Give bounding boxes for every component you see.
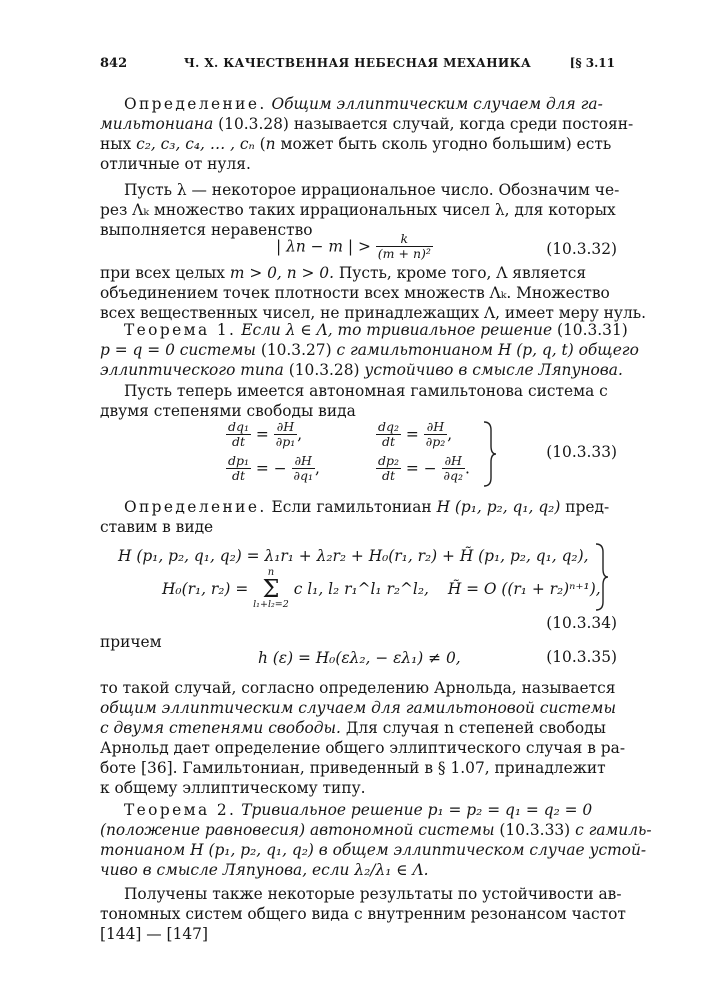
text-line: рез Λₖ множество таких иррациональных чисел λ, для которых xyxy=(100,201,616,219)
text-line: причем xyxy=(100,633,162,651)
equation-10-3-33-row-2: $\frac{\text{dp₁}}{dt}$ = − $\frac{\partial H}{\text{∂q₁}}$ , xyxy=(228,453,320,483)
text-line: чиво в смысле Ляпунова, если λ₂/λ₁ ∈ Λ. xyxy=(100,861,429,879)
text-line: Получены также некоторые результаты по устойчивости ав- xyxy=(124,885,622,903)
text-line: то такой случай, согласно определению Арнольда, называется xyxy=(100,679,616,697)
text-line: [144] — [147] xyxy=(100,925,208,943)
page-number: 842 xyxy=(100,56,128,71)
equation-number: (10.3.34) xyxy=(546,614,617,632)
running-header xyxy=(100,56,615,76)
text-line: тонианом H (p₁, p₂, q₁, q₂) в общем эллиптическом случае устой- xyxy=(100,841,647,859)
chapter-title: Ч. X. КАЧЕСТВЕННАЯ НЕБЕСНАЯ МЕХАНИКА xyxy=(183,56,532,70)
text-line: при всех целых m > 0, n > 0. Пусть, кроме того, Λ является xyxy=(100,264,587,282)
text-line: p = q = 0 системы (10.3.27) с гамильтонианом H (p, q, t) общего xyxy=(100,341,639,359)
equation-10-3-33-row-2b: $\frac{\text{dp₂}}{dt}$ = − $\frac{\partial H}{\text{∂q₂}}$ . xyxy=(378,453,470,483)
right-brace-icon xyxy=(594,542,610,612)
equation-10-3-33-row-1: $\frac{\text{dq₁}}{dt}$ = $\frac{\partial H}{\text{∂p₁}}$ , xyxy=(228,419,303,449)
text-line: боте [36]. Гамильтониан, приведенный в § 1.07, принадлежит xyxy=(100,759,606,777)
text-line: Арнольд дает определение общего эллиптического случая в ра- xyxy=(100,739,626,757)
text-line: Пусть λ — некоторое иррациональное число. Обозначим че- xyxy=(124,181,620,199)
text-line: объединением точек плотности всех множеств Λₖ. Множество xyxy=(100,284,610,302)
text-line: Теорема 1. Если λ ∈ Λ, то тривиальное решение (10.3.31) xyxy=(124,321,628,339)
text-line: (положение равновесия) автономной системы (10.3.33) с гамиль- xyxy=(100,821,652,839)
equation-10-3-34-line-1: H (p₁, p₂, q₁, q₂) = λ₁r₁ + λ₂r₂ + H₀(r₁, r₂) + H̃ (p₁, p₂, q₁, q₂), xyxy=(118,547,589,565)
text-line: Теорема 2. Тривиальное решение p₁ = p₂ = q₁ = q₂ = 0 xyxy=(124,801,593,819)
equation-number: (10.3.32) xyxy=(546,240,617,258)
text-line: с двумя степенями свободы. Для случая n степеней свободы xyxy=(100,719,606,737)
section-number: [§ 3.11 xyxy=(569,56,615,70)
text-line: выполняется неравенство xyxy=(100,221,313,239)
text-line: к общему эллиптическому типу. xyxy=(100,779,366,797)
text-line: двумя степенями свободы вида xyxy=(100,402,356,420)
summation: n Σ l₁+l₂=2 xyxy=(253,567,289,610)
equation-10-3-34-line-2: H₀(r₁, r₂) = n Σ l₁+l₂=2 c l₁, l₂ r₁^l₁ r₂^l₂, H̃ = O ((r₁ + r₂)ⁿ⁺¹), xyxy=(162,567,601,610)
text-line: ных c₂, c₃, c₄, … , cₙ (n может быть сколь угодно большим) есть xyxy=(100,135,612,153)
text-line: отличные от нуля. xyxy=(100,155,251,173)
text-line: общим эллиптическим случаем для гамильтоновой системы xyxy=(100,699,616,717)
text-line: эллиптического типа (10.3.28) устойчиво в смысле Ляпунова. xyxy=(100,361,623,379)
text-line: Определение. Общим эллиптическим случаем для га- xyxy=(124,95,603,113)
text-line: ставим в виде xyxy=(100,518,214,536)
text-line: тономных систем общего вида с внутренним резонансом частот xyxy=(100,905,626,923)
text-line: Определение. Если гамильтониан H (p₁, p₂, q₁, q₂) пред- xyxy=(124,498,610,516)
right-brace-icon xyxy=(482,420,498,488)
equation-number: (10.3.35) xyxy=(546,648,617,666)
equation-10-3-35: h (ε) = H₀(ελ₂, − ελ₁) ≠ 0, xyxy=(258,649,461,667)
equation-10-3-33-row-1b: $\frac{\text{dq₂}}{dt}$ = $\frac{\partial H}{\text{∂p₂}}$ , xyxy=(378,419,453,449)
text-line: всех вещественных чисел, не принадлежащих Λ, имеет меру нуль. xyxy=(100,304,647,322)
equation-number: (10.3.33) xyxy=(546,443,617,461)
text-line: мильтониана (10.3.28) называется случай, когда среди постоян- xyxy=(100,115,634,133)
text-line: Пусть теперь имеется автономная гамильтонова система с xyxy=(124,382,608,400)
equation-10-3-32: | λn − m | > $\frac{k}{\text{(m + n)²}}$ xyxy=(276,231,431,261)
